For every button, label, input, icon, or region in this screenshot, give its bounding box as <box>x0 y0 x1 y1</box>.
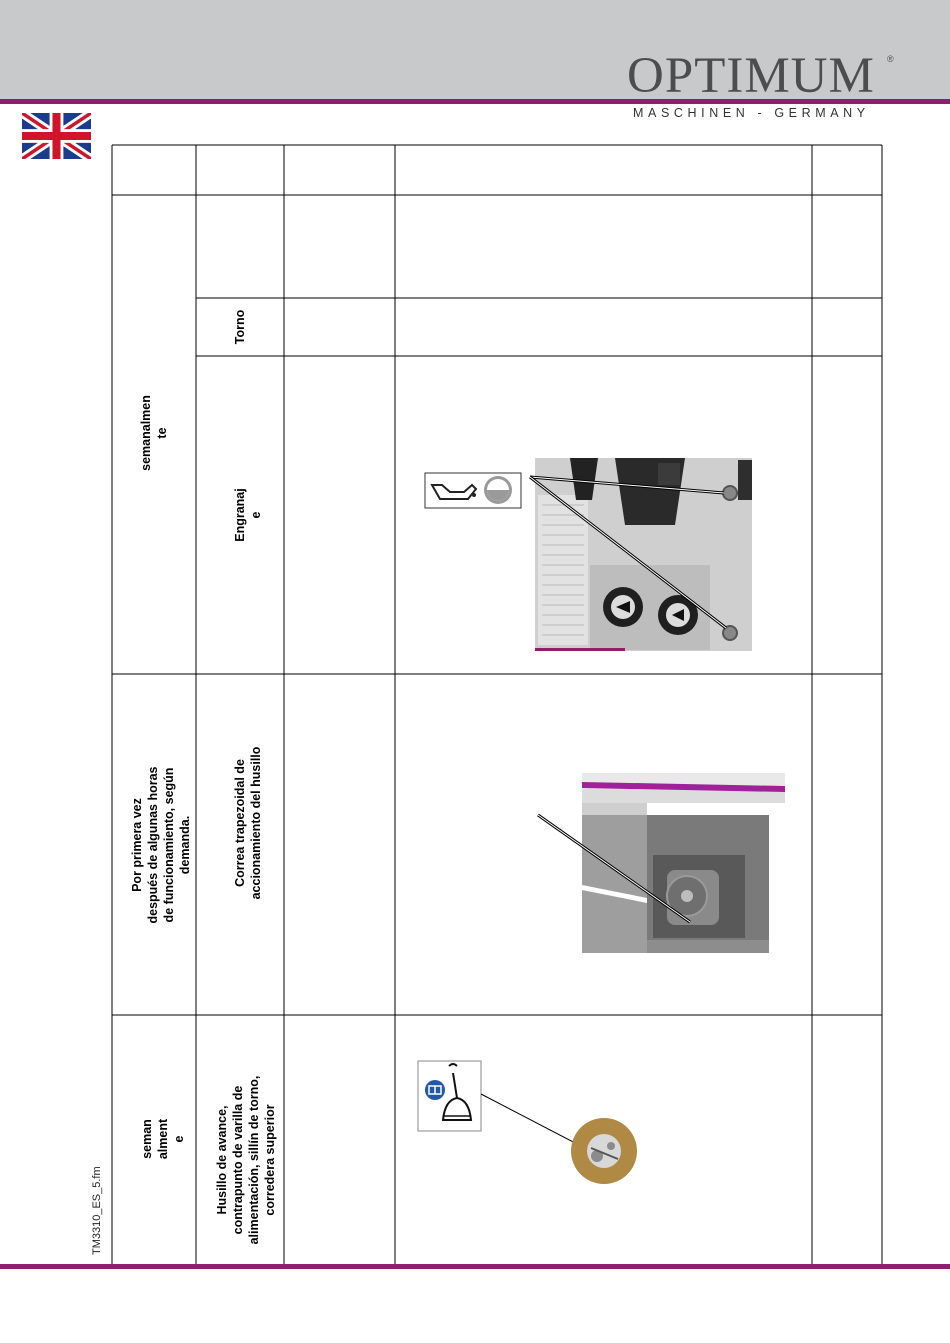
v-belt-photo <box>582 773 785 953</box>
logo-registered-mark: ® <box>887 54 894 64</box>
component-text-lathe: Torno <box>233 309 247 345</box>
component-text-lead-screw: Husillo de avance, contrapunto de varilla de alimentación, sillín de torno, corredera superior <box>215 1075 277 1245</box>
component-text-v-belt: Correa trapezoidal de accionamiento del husillo <box>233 746 263 900</box>
logo-subtitle: MASCHINEN - GERMANY <box>633 106 870 120</box>
lubrication-point-photo <box>571 1118 637 1184</box>
gearbox-oil-figure <box>420 455 760 655</box>
interval-text-weekly: semanalmen te <box>139 395 169 471</box>
interval-text-weekly-2: seman alment e <box>140 1118 186 1160</box>
uk-flag-icon <box>22 113 91 159</box>
component-text-gearbox: Engranaj e <box>233 488 263 542</box>
footer-rule <box>0 1264 950 1269</box>
lubrication-figure <box>415 1058 645 1188</box>
callout-line <box>481 1094 577 1144</box>
interval-text-first-time: Por primera vez después de algunas horas de funcionamiento, según demanda. <box>130 766 192 924</box>
oil-level-icon <box>425 473 521 508</box>
optimum-logo <box>625 48 905 118</box>
logo-brand: OPTIMUM <box>627 48 875 104</box>
file-label: TM3310_ES_5.fm <box>91 1166 103 1255</box>
v-belt-figure <box>535 770 790 960</box>
oil-can-manual-icon <box>418 1061 481 1131</box>
